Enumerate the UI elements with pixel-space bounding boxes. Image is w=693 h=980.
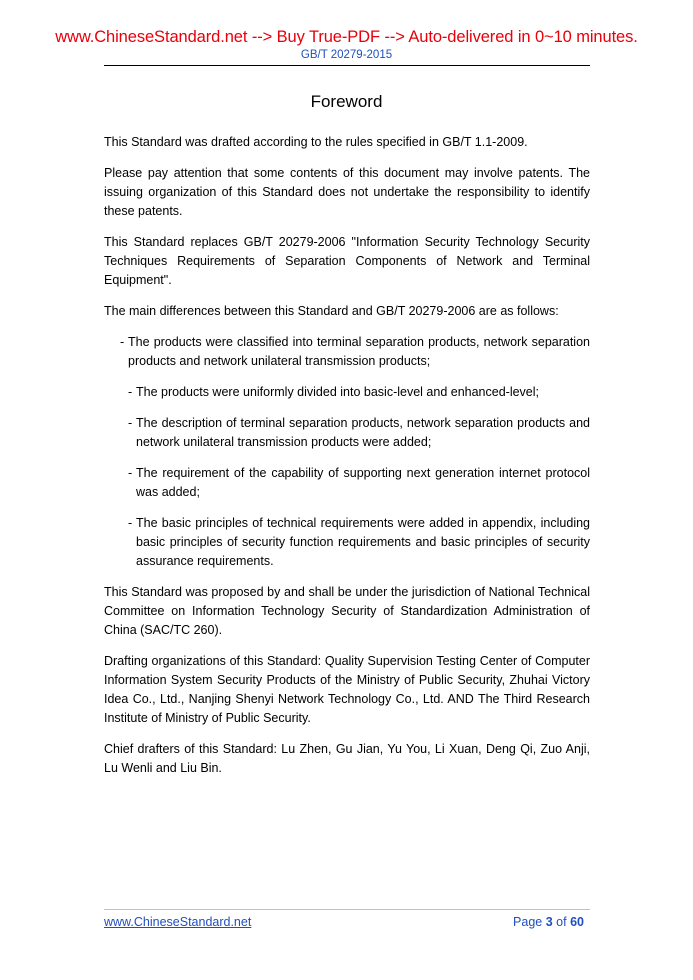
list-item — [104, 333, 590, 371]
paragraph-chief-drafters: Chief drafters of this Standard: Lu Zhen, Gu Jian, Yu You, Li Xuan, Deng Qi, Zuo Anji, Lu Wenli and Liu Bin. — [104, 742, 590, 775]
paragraph-drafting-rules: This Standard was drafted according to the rules specified in GB/T 1.1-2009. — [104, 135, 528, 149]
list-item-text: The products were uniformly divided into basic-level and enhanced-level; — [136, 385, 539, 399]
list-dash: - — [128, 516, 133, 530]
footer-website-link[interactable]: www.ChineseStandard.net — [104, 915, 252, 929]
list-item — [104, 383, 590, 402]
page-total: 60 — [570, 915, 584, 929]
footer-divider — [104, 909, 590, 910]
list-dash: - — [128, 416, 133, 430]
paragraph-replaces: This Standard replaces GB/T 20279-2006 "Information Security Technology Security Techniques Requirements of Separation Components of Network and Terminal Equipment". — [104, 235, 590, 287]
list-item-text: The requirement of the capability of supporting next generation internet protocol was added; — [136, 466, 590, 499]
list-dash: - — [128, 466, 133, 480]
page-of-label: of — [556, 915, 567, 929]
paragraph-differences-intro: The main differences between this Standard and GB/T 20279-2006 are as follows: — [104, 304, 559, 318]
differences-list — [104, 333, 590, 571]
paragraph-patents: Please pay attention that some contents of this document may involve patents. The issuing organization of this Standard does not undertake the responsibility to identify these patents. — [104, 166, 590, 218]
page-label: Page — [513, 915, 543, 929]
page-title: Foreword — [310, 92, 383, 111]
header-divider — [104, 65, 590, 66]
list-item-text: The description of terminal separation products, network separation products and network unilateral transmission products were added; — [136, 416, 590, 449]
foreword-body — [104, 133, 590, 790]
list-item — [104, 464, 590, 502]
list-item-text: The products were classified into terminal separation products, network separation products and network unilateral transmission products; — [128, 335, 590, 368]
paragraph-drafting-organizations: Drafting organizations of this Standard: Quality Supervision Testing Center of Computer Information System Security Products of the Ministry of Public Security, Zhuhai Victory Idea Co., Ltd., Nanjing Shenyi Network Technology Co., Ltd. AND The Third Research Institute of Ministry of Public Security. — [104, 654, 590, 725]
list-item — [104, 414, 590, 452]
purchase-banner[interactable]: www.ChineseStandard.net --> Buy True-PDF --> Auto-delivered in 0~10 minutes. — [55, 28, 638, 46]
page-indicator — [513, 914, 584, 930]
standard-code: GB/T 20279-2015 — [300, 49, 393, 61]
list-item — [104, 514, 590, 571]
paragraph-jurisdiction: This Standard was proposed by and shall be under the jurisdiction of National Technical Committee on Information Technology Security of Standardization Administration of China (SAC/TC 260). — [104, 585, 590, 637]
list-dash: - — [120, 335, 125, 349]
page-number: 3 — [545, 915, 553, 929]
list-dash: - — [128, 385, 133, 399]
list-item-text: The basic principles of technical requirements were added in appendix, including basic principles of security function requirements and basic principles of security assurance requirements. — [136, 516, 590, 568]
